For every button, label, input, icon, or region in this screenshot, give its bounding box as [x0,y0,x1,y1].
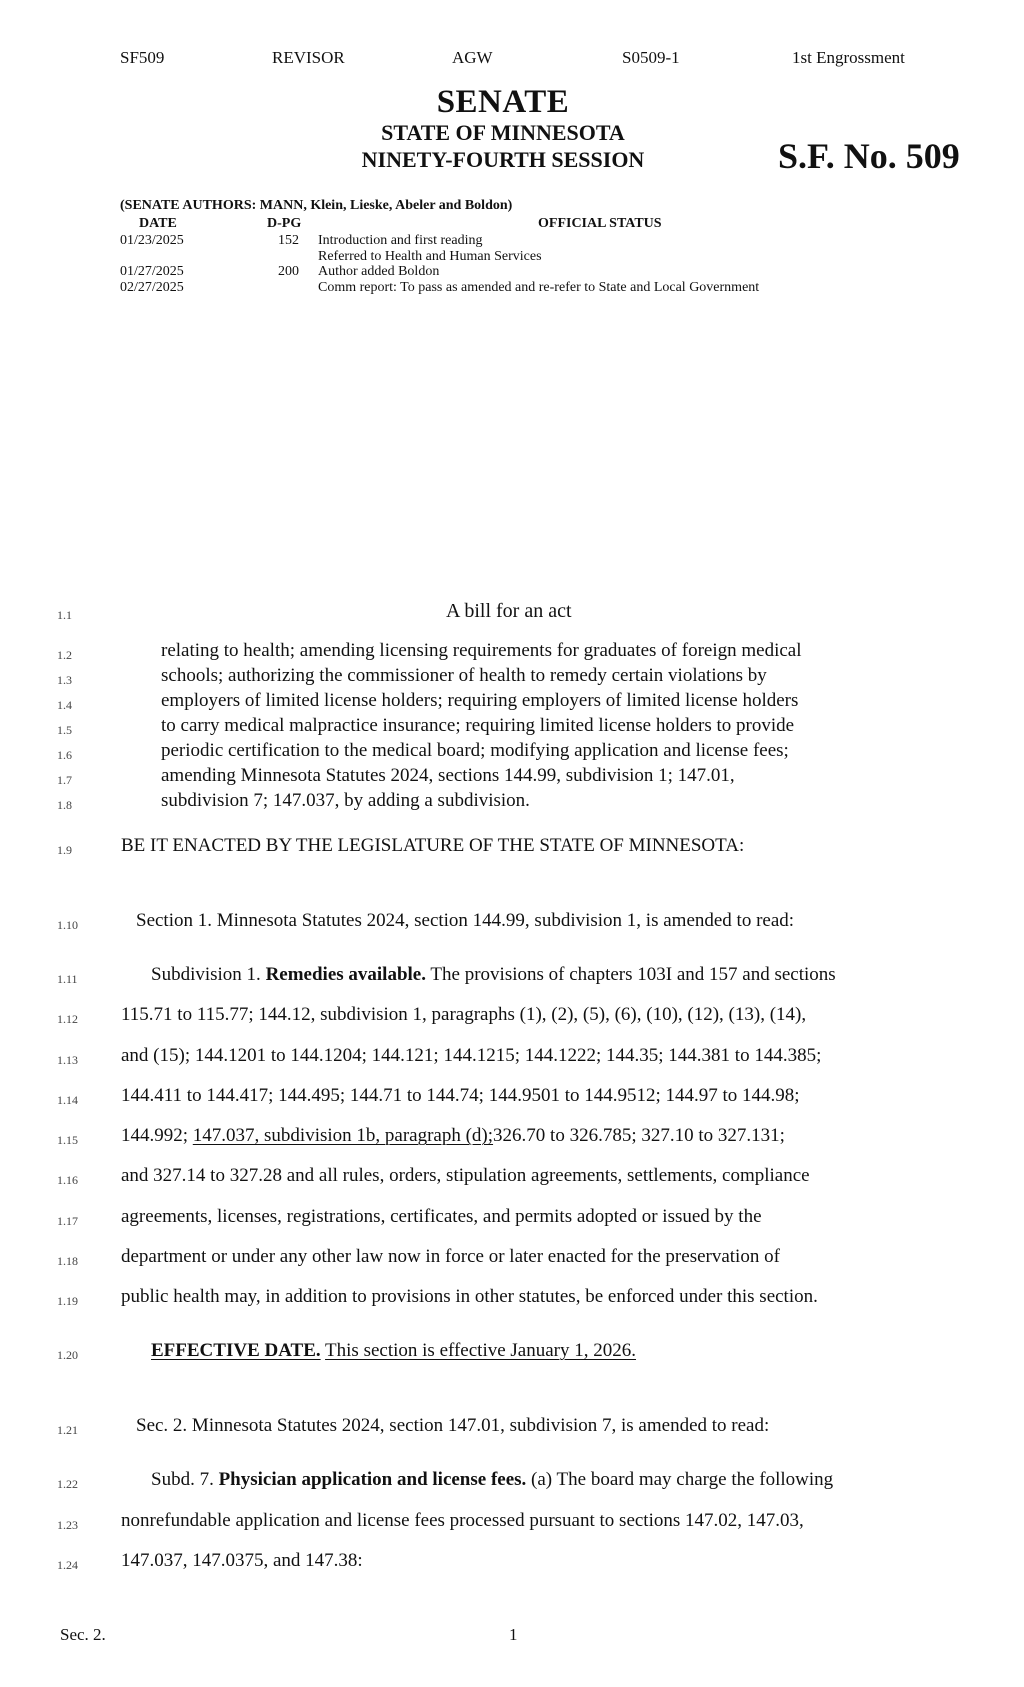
inserted-text: This section is effective January 1, 2026. [325,1340,637,1361]
line-number: 1.24 [57,1558,78,1572]
line-number: 1.18 [57,1254,78,1268]
line-number: 1.9 [57,843,72,857]
line-number: 1.2 [57,648,72,662]
text-segment: 144.992; [121,1125,189,1146]
bill-text-line: subdivision 7; 147.037, by adding a subdivision. [161,790,530,811]
line-number: 1.22 [57,1477,78,1491]
status-row-status: Introduction and first reading [318,233,483,248]
bill-text-line: public health may, in addition to provisions in other statutes, be enforced under this section. [121,1286,818,1307]
line-number: 1.21 [57,1423,78,1437]
status-row-dpg: 152 [278,233,299,248]
line-number: 1.3 [57,673,72,687]
bill-number: S.F. No. 509 [778,136,960,176]
line-number: 1.12 [57,1012,78,1026]
header-engrossment: 1st Engrossment [792,48,905,67]
bill-text-line: employers of limited license holders; requiring employers of limited license holders [161,690,799,711]
effective-date-line [151,1340,636,1362]
line-number: 1.11 [57,972,78,986]
col-status-header: OFFICIAL STATUS [538,216,662,231]
line-number: 1.14 [57,1093,78,1107]
col-date-header: DATE [139,216,177,231]
text-segment: 326.70 to 326.785; 327.10 to 327.131; [493,1125,785,1146]
bill-text-line [121,1125,785,1147]
line-number: 1.17 [57,1214,78,1228]
bill-text-line: 144.411 to 144.417; 144.495; 144.71 to 144.74; 144.9501 to 144.9512; 144.97 to 144.98; [121,1085,800,1106]
subdivision-text: The provisions of chapters 103I and 157 and sections [430,964,836,985]
bill-text-line: agreements, licenses, registrations, certificates, and permits adopted or issued by the [121,1206,762,1227]
section-heading: Section 1. Minnesota Statutes 2024, section 144.99, subdivision 1, is amended to read: [136,910,795,931]
status-row-date: 01/27/2025 [120,264,184,279]
section-heading: Sec. 2. Minnesota Statutes 2024, section 147.01, subdivision 7, is amended to read: [136,1415,770,1436]
status-row-date: 02/27/2025 [120,280,184,295]
effective-date-label: EFFECTIVE DATE. [151,1340,321,1361]
header-draft: S0509-1 [622,48,680,67]
status-row-status: Comm report: To pass as amended and re-refer to State and Local Government [318,280,760,295]
senate-title: SENATE [436,84,570,120]
line-number: 1.1 [57,608,72,622]
bill-text-line: and 327.14 to 327.28 and all rules, orders, stipulation agreements, settlements, compliance [121,1165,810,1186]
subdivision-number: Subdivision 1. [151,964,261,985]
status-row-status: Author added Boldon [318,264,440,279]
col-dpg-header: D-PG [267,216,302,231]
bill-text-line: to carry medical malpractice insurance; requiring limited license holders to provide [161,715,795,736]
line-number: 1.13 [57,1053,78,1067]
bill-text-line: relating to health; amending licensing requirements for graduates of foreign medical [161,640,802,661]
bill-text-line: 147.037, 147.0375, and 147.38: [121,1550,363,1571]
line-number: 1.15 [57,1133,78,1147]
subdivision-number: Subd. 7. [151,1469,214,1490]
header-initials: AGW [452,48,493,67]
header-file: SF509 [120,48,165,67]
line-number: 1.20 [57,1348,78,1362]
state-title: STATE OF MINNESOTA [381,120,625,145]
bill-text-line: 115.71 to 115.77; 144.12, subdivision 1, paragraphs (1), (2), (5), (6), (10), (12), (13), (14), [121,1004,807,1025]
bill-text-line [151,1469,833,1491]
header-office: REVISOR [272,48,345,67]
line-number: 1.16 [57,1173,78,1187]
subdivision-heading: Remedies available. [265,964,426,985]
line-number: 1.10 [57,918,78,932]
status-row-date: 01/23/2025 [120,233,184,248]
bill-title: A bill for an act [446,600,572,622]
bill-text-line: nonrefundable application and license fees processed pursuant to sections 147.02, 147.03, [121,1510,804,1531]
inserted-text: 147.037, subdivision 1b, paragraph (d); [192,1125,494,1146]
subdivision-text: (a) The board may charge the following [531,1469,834,1490]
page-number: 1 [509,1625,518,1644]
bill-text-line [151,964,836,986]
bill-text-line: and (15); 144.1201 to 144.1204; 144.121; 144.1215; 144.1222; 144.35; 144.381 to 144.385; [121,1045,822,1066]
line-number: 1.23 [57,1518,78,1532]
line-number: 1.4 [57,698,72,712]
line-number: 1.7 [57,773,72,787]
line-number: 1.5 [57,723,72,737]
senate-authors: (SENATE AUTHORS: MANN, Klein, Lieske, Abeler and Boldon) [120,198,513,213]
subdivision-heading: Physician application and license fees. [218,1469,527,1490]
enacting-clause: BE IT ENACTED BY THE LEGISLATURE OF THE STATE OF MINNESOTA: [121,835,745,856]
session-title: NINETY-FOURTH SESSION [361,147,645,172]
bill-text-line: periodic certification to the medical board; modifying application and license fees; [161,740,789,761]
footer-section: Sec. 2. [60,1625,106,1644]
status-row-status: Referred to Health and Human Services [318,249,542,264]
line-number: 1.6 [57,748,72,762]
line-number: 1.8 [57,798,72,812]
line-number: 1.19 [57,1294,78,1308]
bill-text-line: schools; authorizing the commissioner of health to remedy certain violations by [161,665,767,686]
bill-text-line: amending Minnesota Statutes 2024, sections 144.99, subdivision 1; 147.01, [161,765,735,786]
bill-text-line: department or under any other law now in force or later enacted for the preservation of [121,1246,780,1267]
status-row-dpg: 200 [278,264,299,279]
